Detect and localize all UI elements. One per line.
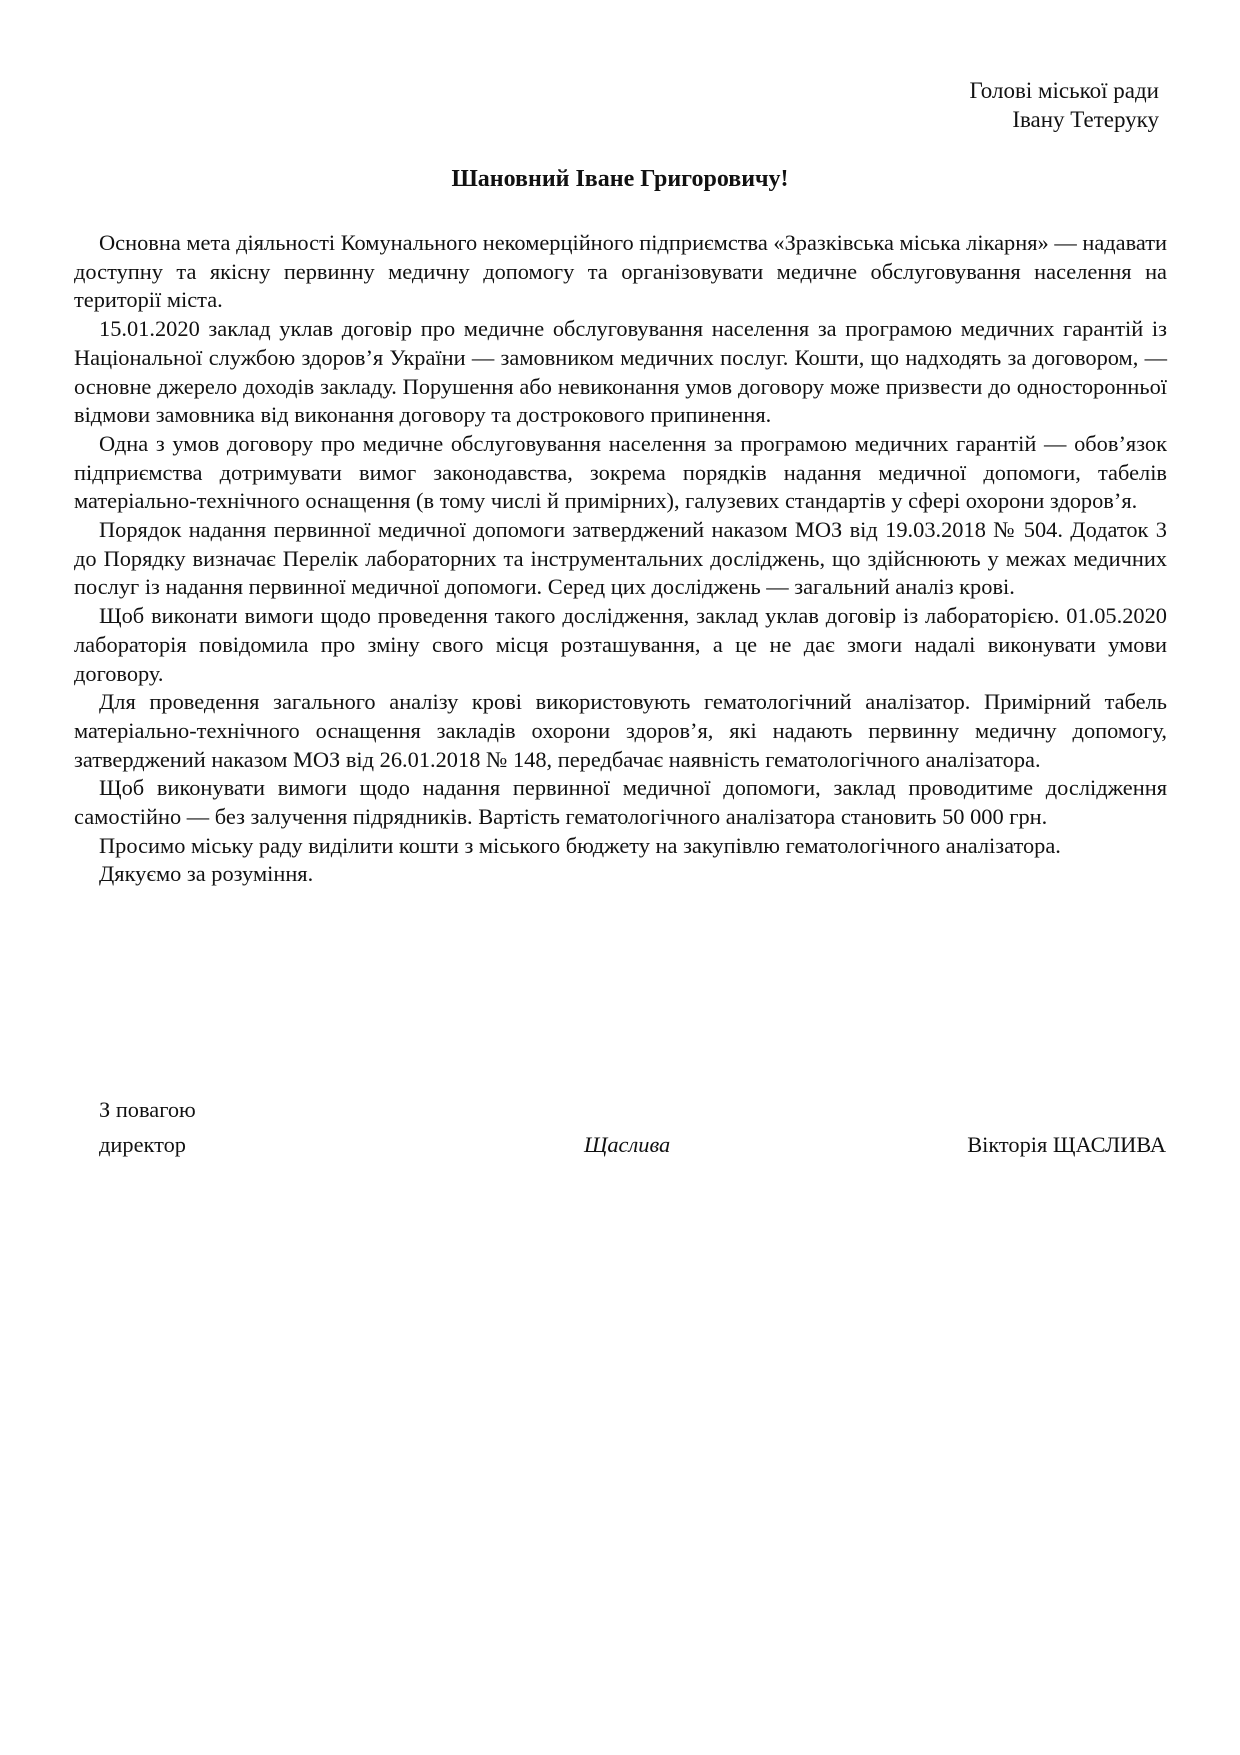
signer-position: директор xyxy=(99,1132,186,1157)
addressee-block xyxy=(970,76,1159,134)
letter-body xyxy=(74,229,1167,889)
paragraph: Щоб виконувати вимоги щодо надання первинної медичної допомоги, заклад проводитиме дослідження самостійно — без залучення підрядників. Вартість гематологічного аналізатора становить 50 000 грн. xyxy=(74,775,1167,830)
paragraph: 15.01.2020 заклад уклав договір про медичне обслуговування населення за програмою медичних гарантій із Національної службою здоров’я України — замовником медичних послуг. Кошти, що надходять за договором, — основне джерело доходів закладу. Порушення або невиконання умов договору може призвести до односторонньої відмови замовника від виконання договору та дострокового припинення. xyxy=(74,316,1167,428)
addressee-line-2: Івану Тетеруку xyxy=(1012,107,1159,132)
signer-name: Вікторія ЩАСЛИВА xyxy=(967,1132,1166,1157)
paragraph: Основна мета діяльності Комунального некомерційного підприємства «Зразківська міська лікарня» — надавати доступну та якісну первинну медичну допомогу та організовувати медичне обслуговування населення на території міста. xyxy=(74,230,1167,313)
paragraph: Для проведення загального аналізу крові використовують гематологічний аналізатор. Примірний табель матеріально-технічного оснащення закладів охорони здоров’я, які надають первинну медичну допомогу, затверджений наказом МОЗ від 26.01.2018 № 148, передбачає наявність гематологічного аналізатора. xyxy=(74,689,1167,772)
paragraph: Щоб виконати вимоги щодо проведення такого дослідження, заклад уклав договір із лабораторією. 01.05.2020 лабораторія повідомила про зміну свого місця розташування, а це не дає змоги надалі виконувати умови договору. xyxy=(74,603,1167,686)
paragraph: Просимо міську раду виділити кошти з міського бюджету на закупівлю гематологічного аналізатора. xyxy=(99,832,1061,858)
addressee-line-1: Голові міської ради xyxy=(969,78,1159,103)
paragraph: Дякуємо за розуміння. xyxy=(99,861,314,887)
paragraph: Одна з умов договору про медичне обслуговування населення за програмою медичних гарантій — обов’язок підприємства дотримувати вимог законодавства, зокрема порядків надання медичної допомоги, табелів матеріально-технічного оснащення (в тому числі й примірних), галузевих стандартів у сфері охорони здоров’я. xyxy=(74,430,1167,514)
closing-phrase: З повагою xyxy=(99,1097,196,1122)
signature-block xyxy=(99,1127,1166,1162)
paragraph: Порядок надання первинної медичної допомоги затверджений наказом МОЗ від 19.03.2018 № 504. Додаток 3 до Порядку визначає Перелік лабораторних та інструментальних досліджень, що здійснюють у межах медичних послуг із надання первинної медичної допомоги. Серед цих досліджень — загальний аналіз крові. xyxy=(74,517,1167,600)
salutation: Шановний Іване Григоровичу! xyxy=(451,166,789,192)
handwritten-signature: Щаслива xyxy=(584,1132,671,1157)
